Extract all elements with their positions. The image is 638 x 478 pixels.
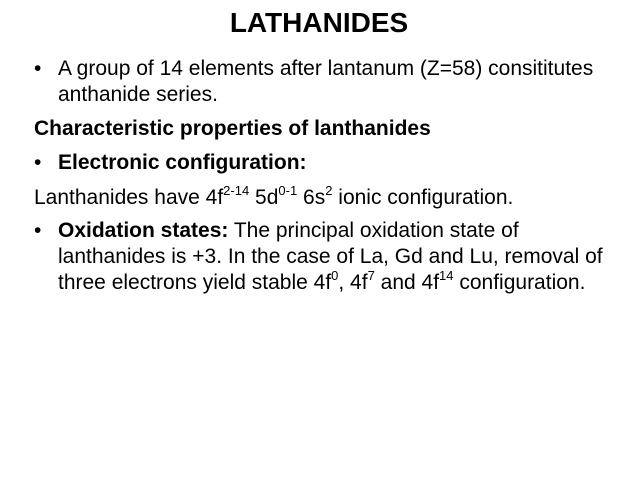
bullet-label-electronic-configuration: Electronic configuration: [58,151,307,174]
oxidation-text-1: The principal oxidation state of lanthanides is +3. In the case of La, Gd and Lu, removal of three electrons yield stable 4f [58,219,603,294]
config-text-mid2: 6s [297,186,326,209]
bullet-item-electronic-configuration [34,150,614,176]
config-sup-6s: 2 [325,183,333,198]
config-text-suffix: ionic configuration. [332,186,514,209]
config-text-prefix: Lanthanides have 4f [34,186,224,209]
bullet-icon: • [34,151,42,174]
configuration-paragraph [34,180,614,216]
bullet-item-group [34,56,614,108]
bullet-label-oxidation-states: Oxidation states: [58,219,229,242]
slide-title: LATHANIDES [229,7,409,38]
slide-content [34,56,614,304]
config-text-mid1: 5d [249,186,279,209]
bullet-item-oxidation-states [34,218,614,296]
bullet-text-group: A group of 14 elements after lantanum (Z=58) consititutes anthanide series. [58,57,594,106]
bullet-icon: • [34,57,42,80]
oxidation-text-3: and 4f [374,271,440,294]
oxidation-text-2: , 4f [338,271,368,294]
oxidation-sup-7: 7 [367,268,375,283]
oxidation-sup-0: 0 [331,268,339,283]
oxidation-sup-14: 14 [439,268,454,283]
oxidation-text-4: configuration. [453,271,586,294]
section-heading: Characteristic properties of lanthanides [34,117,431,140]
bullet-icon: • [34,219,42,242]
config-sup-4f: 2-14 [223,183,250,198]
config-sup-5d: 0-1 [278,183,298,198]
